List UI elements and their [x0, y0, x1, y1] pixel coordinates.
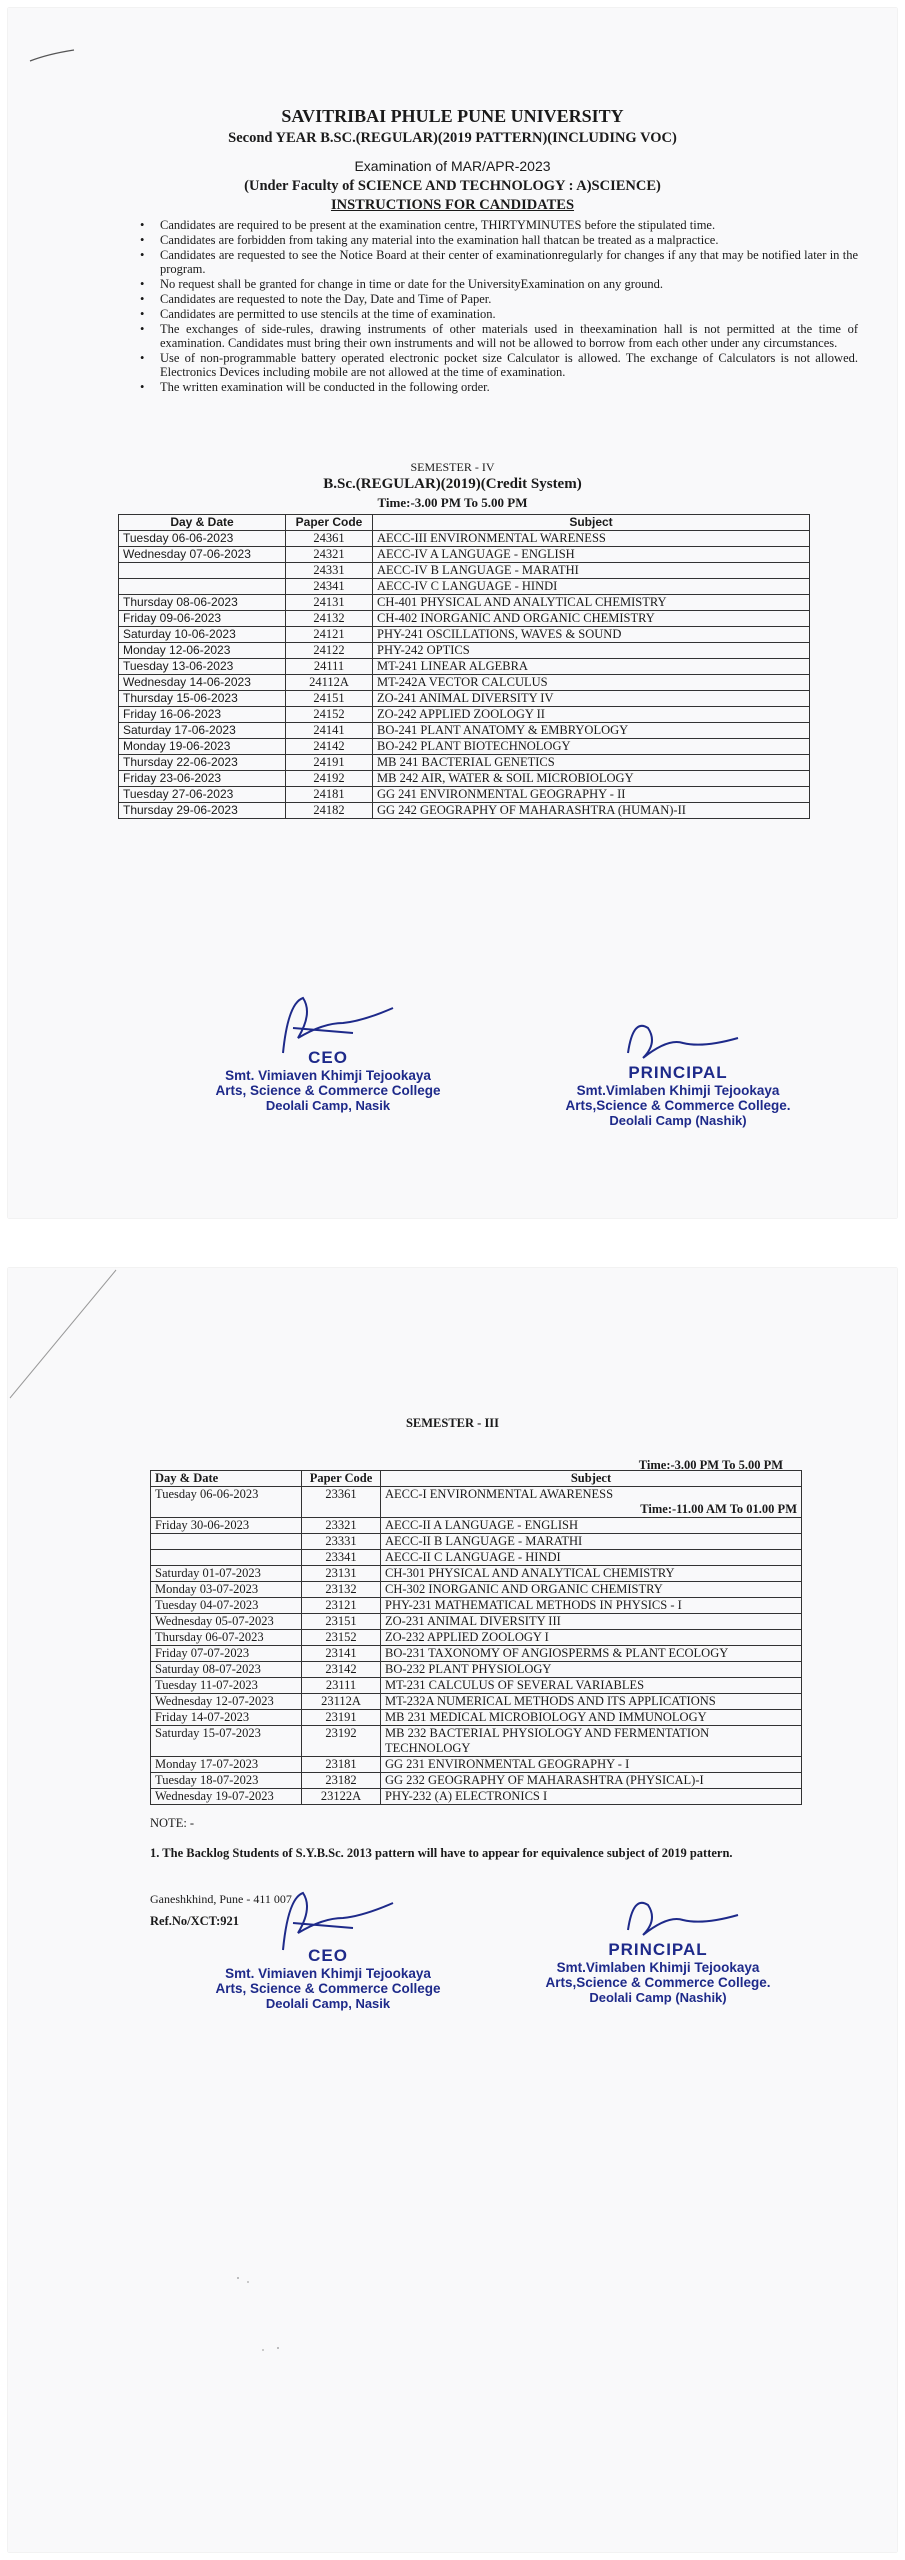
- document-page-2: [8, 1268, 897, 2552]
- table-row: [151, 1582, 802, 1598]
- subject-name: MB 241 BACTERIAL GENETICS: [377, 755, 555, 769]
- subject-name: GG 232 GEOGRAPHY OF MAHARASHTRA (PHYSICAL)-I: [385, 1773, 704, 1787]
- table-row: [119, 803, 810, 819]
- principal-place: Deolali Camp (Nashik): [589, 1990, 727, 2005]
- ceo-name: Smt. Vimiaven Khimji Tejookaya: [225, 1966, 431, 1981]
- table-row: [119, 755, 810, 771]
- table-row: [151, 1487, 802, 1518]
- exam-date: Saturday 08-07-2023: [151, 1662, 302, 1678]
- table-row: [151, 1614, 802, 1630]
- table-row: [151, 1534, 802, 1550]
- paper-code: 24192: [286, 771, 373, 787]
- exam-date: Monday 12-06-2023: [119, 643, 286, 659]
- exam-date: Thursday 08-06-2023: [119, 595, 286, 611]
- subject-cell: [381, 1614, 802, 1630]
- exam-date: Tuesday 27-06-2023: [119, 787, 286, 803]
- paper-code: 24191: [286, 755, 373, 771]
- table-row: [119, 579, 810, 595]
- header-subject: Subject: [381, 1471, 802, 1487]
- paper-code: 23181: [302, 1757, 381, 1773]
- paper-code: 24121: [286, 627, 373, 643]
- table-row: [151, 1662, 802, 1678]
- paper-code: 23191: [302, 1710, 381, 1726]
- paper-code: 23121: [302, 1598, 381, 1614]
- subject-cell: [373, 579, 810, 595]
- table-row: [151, 1694, 802, 1710]
- principal-place: Deolali Camp (Nashik): [609, 1113, 747, 1128]
- table-row: [151, 1598, 802, 1614]
- table-row: [151, 1678, 802, 1694]
- subject-cell: [381, 1598, 802, 1614]
- paper-code: 23182: [302, 1773, 381, 1789]
- subject-name: AECC-IV A LANGUAGE - ENGLISH: [377, 547, 575, 561]
- ceo-signature-block: [178, 1048, 478, 1113]
- subject-cell: [381, 1789, 802, 1805]
- subject-cell: [373, 675, 810, 691]
- table-row: [151, 1773, 802, 1789]
- principal-role: PRINCIPAL: [608, 1940, 708, 1959]
- ceo-role: CEO: [308, 1048, 348, 1067]
- table-row: [119, 691, 810, 707]
- subject-name: GG 242 GEOGRAPHY OF MAHARASHTRA (HUMAN)-II: [377, 803, 686, 817]
- session-time-note: Time:-11.00 AM To 01.00 PM: [640, 1502, 797, 1516]
- subject-name: MT-241 LINEAR ALGEBRA: [377, 659, 528, 673]
- subject-cell: [381, 1518, 802, 1534]
- paper-code: 23111: [302, 1678, 381, 1694]
- exam-date: Friday 14-07-2023: [151, 1710, 302, 1726]
- paper-code: 24112A: [286, 675, 373, 691]
- exam-date: Tuesday 13-06-2023: [119, 659, 286, 675]
- table-row: [119, 643, 810, 659]
- subject-name: PHY-242 OPTICS: [377, 643, 470, 657]
- subject-cell: [373, 739, 810, 755]
- reference-number: Ref.No/XCT:921: [150, 1914, 239, 1928]
- subject-name: CH-401 PHYSICAL AND ANALYTICAL CHEMISTRY: [377, 595, 667, 609]
- subject-cell: [381, 1662, 802, 1678]
- subject-cell: [373, 547, 810, 563]
- paper-code: 24341: [286, 579, 373, 595]
- exam-date: Saturday 01-07-2023: [151, 1566, 302, 1582]
- paper-code: 24361: [286, 531, 373, 547]
- exam-date: Friday 09-06-2023: [119, 611, 286, 627]
- table-row: [119, 595, 810, 611]
- subject-name: MB 242 AIR, WATER & SOIL MICROBIOLOGY: [377, 771, 634, 785]
- exam-date: Monday 19-06-2023: [119, 739, 286, 755]
- table-row: [119, 547, 810, 563]
- instruction-item: • Candidates are requested to note the Day, Date and Time of Paper.: [138, 292, 858, 306]
- subject-name: CH-402 INORGANIC AND ORGANIC CHEMISTRY: [377, 611, 655, 625]
- paper-code: 23151: [302, 1614, 381, 1630]
- exam-date: Tuesday 04-07-2023: [151, 1598, 302, 1614]
- program-label: B.Sc.(REGULAR)(2019)(Credit System): [323, 476, 582, 492]
- subject-name: MB 231 MEDICAL MICROBIOLOGY AND IMMUNOLOGY: [385, 1710, 707, 1724]
- subject-name: BO-241 PLANT ANATOMY & EMBRYOLOGY: [377, 723, 629, 737]
- subject-name: PHY-241 OSCILLATIONS, WAVES & SOUND: [377, 627, 622, 641]
- paper-code: 24141: [286, 723, 373, 739]
- subject-cell: [373, 771, 810, 787]
- table-row: [151, 1646, 802, 1662]
- subject-cell: [381, 1757, 802, 1773]
- paper-code: 24132: [286, 611, 373, 627]
- subject-name: BO-231 TAXONOMY OF ANGIOSPERMS & PLANT ECOLOGY: [385, 1646, 729, 1660]
- exam-date: Monday 03-07-2023: [151, 1582, 302, 1598]
- paper-code: 24122: [286, 643, 373, 659]
- subject-name: CH-302 INORGANIC AND ORGANIC CHEMISTRY: [385, 1582, 663, 1596]
- paper-code: 23112A: [302, 1694, 381, 1710]
- principal-name: Smt.Vimlaben Khimji Tejookaya: [556, 1960, 760, 1975]
- ceo-signature-block: [178, 1946, 478, 2011]
- time-label: Time:-3.00 PM To 5.00 PM: [377, 495, 528, 510]
- exam-date: Friday 30-06-2023: [151, 1518, 302, 1534]
- subject-cell: [373, 611, 810, 627]
- table-row: [119, 611, 810, 627]
- subject-cell: [373, 755, 810, 771]
- subject-cell: [381, 1646, 802, 1662]
- subject-name: AECC-II A LANGUAGE - ENGLISH: [385, 1518, 579, 1532]
- exam-date: Thursday 06-07-2023: [151, 1630, 302, 1646]
- paper-code: 23331: [302, 1534, 381, 1550]
- table-row: [151, 1789, 802, 1805]
- principal-name: Smt.Vimlaben Khimji Tejookaya: [576, 1083, 780, 1098]
- page-fold-edge: [8, 1268, 128, 1408]
- exam-date: Friday 07-07-2023: [151, 1646, 302, 1662]
- semester-iii-time: Time:-3.00 PM To 5.00 PM: [638, 1458, 783, 1472]
- paper-code: 23122A: [302, 1789, 381, 1805]
- table-row: [119, 675, 810, 691]
- subject-name: ZO-241 ANIMAL DIVERSITY IV: [377, 691, 554, 705]
- faculty-line: (Under Faculty of SCIENCE AND TECHNOLOGY : A)SCIENCE): [244, 178, 661, 194]
- pen-stroke-mark: [28, 46, 78, 66]
- subject-name: PHY-232 (A) ELECTRONICS I: [385, 1789, 548, 1803]
- table-row: [119, 771, 810, 787]
- paper-code: 23152: [302, 1630, 381, 1646]
- principal-college: Arts,Science & Commerce College.: [565, 1098, 791, 1113]
- table-row: [119, 627, 810, 643]
- exam-date: [119, 579, 286, 595]
- exam-date: Wednesday 05-07-2023: [151, 1614, 302, 1630]
- instruction-item: • Candidates are requested to see the Notice Board at their center of examinationregularly for changes if any that may be notified later in the program.: [138, 248, 858, 276]
- paper-code: 23132: [302, 1582, 381, 1598]
- exam-date: Friday 23-06-2023: [119, 771, 286, 787]
- university-title: SAVITRIBAI PHULE PUNE UNIVERSITY: [281, 106, 624, 126]
- paper-code: 23341: [302, 1550, 381, 1566]
- subject-cell: [373, 643, 810, 659]
- table-row: [151, 1630, 802, 1646]
- subject-name: ZO-242 APPLIED ZOOLOGY II: [377, 707, 545, 721]
- exam-date: Tuesday 18-07-2023: [151, 1773, 302, 1789]
- exam-date: Saturday 15-07-2023: [151, 1726, 302, 1757]
- paper-code: 23141: [302, 1646, 381, 1662]
- exam-date: [151, 1550, 302, 1566]
- subject-name: AECC-I ENVIRONMENTAL AWARENESS: [385, 1487, 614, 1501]
- instruction-item: • Candidates are forbidden from taking any material into the examination hall thatcan be treated as a malpractice.: [138, 233, 858, 247]
- subject-cell: [381, 1773, 802, 1789]
- table-row: [119, 659, 810, 675]
- subject-name: BO-232 PLANT PHYSIOLOGY: [385, 1662, 552, 1676]
- exam-date: Wednesday 14-06-2023: [119, 675, 286, 691]
- subject-name: AECC-III ENVIRONMENTAL WARENESS: [377, 531, 606, 545]
- instructions-list: [138, 218, 858, 395]
- table-row: [151, 1726, 802, 1757]
- note-text: 1. The Backlog Students of S.Y.B.Sc. 2013 pattern will have to appear for equivalence subject of 2019 pattern.: [150, 1846, 733, 1860]
- ceo-college: Arts, Science & Commerce College: [215, 1083, 441, 1098]
- subject-name: MT-242A VECTOR CALCULUS: [377, 675, 548, 689]
- table-row: [119, 563, 810, 579]
- subject-cell: [373, 563, 810, 579]
- table-row: [119, 723, 810, 739]
- exam-date: Monday 17-07-2023: [151, 1757, 302, 1773]
- table-row: [119, 739, 810, 755]
- exam-date: Tuesday 06-06-2023: [119, 531, 286, 547]
- instructions-heading: INSTRUCTIONS FOR CANDIDATES: [330, 197, 575, 213]
- subject-cell: [381, 1630, 802, 1646]
- subject-cell: [373, 627, 810, 643]
- subject-name: AECC-II B LANGUAGE - MARATHI: [385, 1534, 583, 1548]
- ceo-place: Deolali Camp, Nasik: [265, 1996, 391, 2011]
- principal-role: PRINCIPAL: [628, 1063, 728, 1082]
- header-subject: Subject: [373, 515, 810, 531]
- course-title: Second YEAR B.SC.(REGULAR)(2019 PATTERN)(INCLUDING VOC): [228, 130, 677, 146]
- instruction-item: • The written examination will be conducted in the following order.: [138, 380, 858, 394]
- table-row: [151, 1550, 802, 1566]
- subject-cell: [381, 1550, 802, 1566]
- ceo-college: Arts, Science & Commerce College: [215, 1981, 441, 1996]
- subject-name: AECC-IV B LANGUAGE - MARATHI: [377, 563, 579, 577]
- principal-college: Arts,Science & Commerce College.: [545, 1975, 771, 1990]
- exam-date: Thursday 29-06-2023: [119, 803, 286, 819]
- subject-name: AECC-II C LANGUAGE - HINDI: [385, 1550, 561, 1564]
- paper-code: 24111: [286, 659, 373, 675]
- paper-code: 24182: [286, 803, 373, 819]
- subject-name: ZO-231 ANIMAL DIVERSITY III: [385, 1614, 561, 1628]
- table-row: [119, 787, 810, 803]
- exam-date: Wednesday 12-07-2023: [151, 1694, 302, 1710]
- paper-code: 23192: [302, 1726, 381, 1757]
- paper-code: 23321: [302, 1518, 381, 1534]
- scan-speckle: [218, 2268, 298, 2368]
- subject-cell: [373, 595, 810, 611]
- exam-date: [119, 563, 286, 579]
- semester-label: SEMESTER - IV: [410, 460, 495, 474]
- exam-date: Friday 16-06-2023: [119, 707, 286, 723]
- subject-cell: [373, 723, 810, 739]
- instruction-item: • The exchanges of side-rules, drawing instruments of other materials used in theexamination hall is not permitted at the time of examination. Candidates must bring their own instruments and will not be allowed to borrow from each other under any circumstances.: [138, 322, 858, 350]
- paper-code: 23361: [302, 1487, 381, 1518]
- semester-iv-timetable: [118, 514, 810, 819]
- header-paper-code: Paper Code: [286, 515, 373, 531]
- subject-cell: [381, 1534, 802, 1550]
- subject-name: MT-231 CALCULUS OF SEVERAL VARIABLES: [385, 1678, 645, 1692]
- subject-name: CH-301 PHYSICAL AND ANALYTICAL CHEMISTRY: [385, 1566, 675, 1580]
- subject-name: AECC-IV C LANGUAGE - HINDI: [377, 579, 558, 593]
- note-label: NOTE: -: [150, 1816, 195, 1830]
- table-row: [119, 531, 810, 547]
- exam-date: Wednesday 07-06-2023: [119, 547, 286, 563]
- subject-cell: [381, 1678, 802, 1694]
- instruction-item: • Use of non-programmable battery operated electronic pocket size Calculator is allowed. The exchange of Calculators is not allowed. Electronics Devices including mobile are not allowed at the time of examination.: [138, 351, 858, 379]
- table-row: [151, 1518, 802, 1534]
- semester-iii-label: SEMESTER - III: [405, 1416, 500, 1430]
- exam-date: Saturday 10-06-2023: [119, 627, 286, 643]
- subject-cell: [373, 659, 810, 675]
- subject-name: GG 231 ENVIRONMENTAL GEOGRAPHY - I: [385, 1757, 630, 1771]
- subject-cell: [381, 1487, 802, 1518]
- ceo-name: Smt. Vimiaven Khimji Tejookaya: [225, 1068, 431, 1083]
- paper-code: 23131: [302, 1566, 381, 1582]
- subject-name: MB 232 BACTERIAL PHYSIOLOGY AND FERMENTATION TECHNOLOGY: [385, 1726, 710, 1755]
- header-day-date: Day & Date: [119, 515, 286, 531]
- paper-code: 23142: [302, 1662, 381, 1678]
- subject-name: BO-242 PLANT BIOTECHNOLOGY: [377, 739, 571, 753]
- paper-code: 24152: [286, 707, 373, 723]
- ceo-role: CEO: [308, 1946, 348, 1965]
- exam-line: Examination of MAR/APR-2023: [354, 158, 551, 174]
- table-row: [151, 1757, 802, 1773]
- subject-cell: [373, 531, 810, 547]
- subject-name: ZO-232 APPLIED ZOOLOGY I: [385, 1630, 549, 1644]
- exam-date: Wednesday 19-07-2023: [151, 1789, 302, 1805]
- instruction-item: • Candidates are required to be present at the examination centre, THIRTYMINUTES before the stipulated time.: [138, 218, 858, 232]
- paper-code: 24151: [286, 691, 373, 707]
- paper-code: 24181: [286, 787, 373, 803]
- exam-date: [151, 1534, 302, 1550]
- paper-code: 24331: [286, 563, 373, 579]
- subject-cell: [381, 1726, 802, 1757]
- subject-name: PHY-231 MATHEMATICAL METHODS IN PHYSICS - I: [385, 1598, 682, 1612]
- subject-cell: [381, 1566, 802, 1582]
- paper-code: 24321: [286, 547, 373, 563]
- subject-name: GG 241 ENVIRONMENTAL GEOGRAPHY - II: [377, 787, 626, 801]
- exam-date: Tuesday 06-06-2023: [151, 1487, 302, 1518]
- subject-cell: [373, 787, 810, 803]
- exam-date: Saturday 17-06-2023: [119, 723, 286, 739]
- paper-code: 24142: [286, 739, 373, 755]
- subject-cell: [373, 803, 810, 819]
- subject-cell: [381, 1582, 802, 1598]
- address-line: Ganeshkhind, Pune - 411 007: [150, 1892, 292, 1906]
- header-paper-code: Paper Code: [302, 1471, 381, 1487]
- table-row: [119, 707, 810, 723]
- semester-iii-timetable: [150, 1470, 802, 1805]
- table-row: [151, 1566, 802, 1582]
- paper-code: 24131: [286, 595, 373, 611]
- subject-cell: [373, 707, 810, 723]
- principal-signature-block: [518, 1940, 798, 2005]
- instruction-item: • Candidates are permitted to use stencils at the time of examination.: [138, 307, 858, 321]
- ceo-place: Deolali Camp, Nasik: [265, 1098, 391, 1113]
- exam-date: Tuesday 11-07-2023: [151, 1678, 302, 1694]
- subject-cell: [381, 1710, 802, 1726]
- exam-date: Thursday 22-06-2023: [119, 755, 286, 771]
- document-page-1: [8, 8, 897, 1218]
- instruction-item: • No request shall be granted for change in time or date for the UniversityExamination on any ground.: [138, 277, 858, 291]
- exam-date: Thursday 15-06-2023: [119, 691, 286, 707]
- principal-signature-block: [538, 1063, 818, 1128]
- table-row: [151, 1710, 802, 1726]
- subject-name: MT-232A NUMERICAL METHODS AND ITS APPLICATIONS: [385, 1694, 716, 1708]
- subject-cell: [373, 691, 810, 707]
- subject-cell: [381, 1694, 802, 1710]
- header-day-date: Day & Date: [151, 1471, 302, 1487]
